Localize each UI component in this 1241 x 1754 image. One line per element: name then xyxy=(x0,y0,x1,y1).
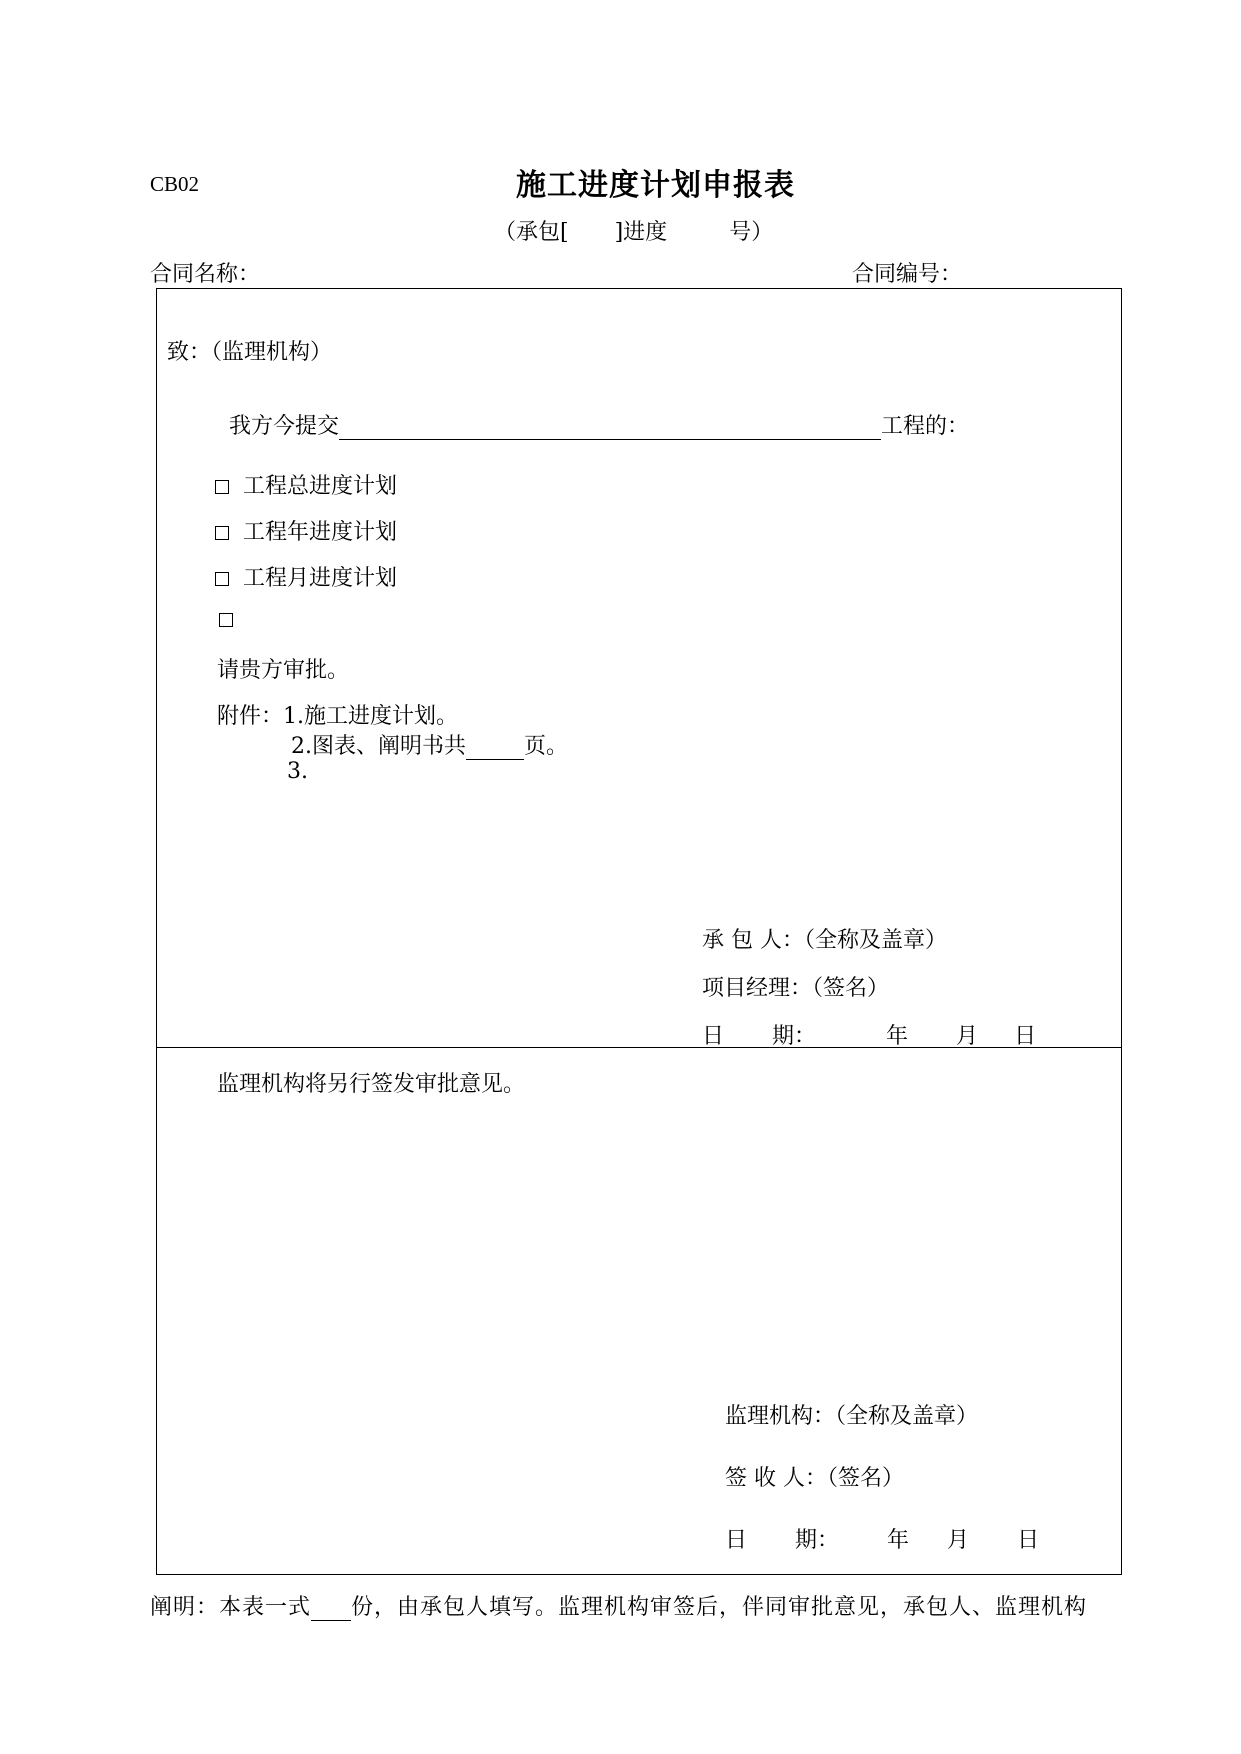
option-total[interactable]: 工程总进度计划 xyxy=(215,469,397,500)
to-label: 致：（监理机构） xyxy=(167,340,333,365)
option-monthly[interactable]: 工程月进度计划 xyxy=(215,561,397,592)
supervisor-org-label: 监理机构：（全称及盖章） xyxy=(725,1404,979,1429)
review-date: 日 期： 年 月 日 xyxy=(725,1528,1040,1553)
checkbox[interactable] xyxy=(215,526,229,540)
submit-line xyxy=(229,409,969,440)
contractor-label: 承 包 人：（全称及盖章） xyxy=(702,928,947,953)
form-box xyxy=(156,288,1122,1575)
attachment-1: 1.施工进度计划。 xyxy=(283,704,459,729)
option-annual[interactable]: 工程年进度计划 xyxy=(215,515,397,546)
checkbox[interactable] xyxy=(219,613,233,627)
submission-date: 日 期： 年 月 日 xyxy=(702,1024,1037,1049)
attachment-2-line xyxy=(291,729,568,760)
attachment-2-prefix: 2.图表、阐明书共 xyxy=(291,734,466,759)
checkbox[interactable] xyxy=(215,572,229,586)
option-other[interactable] xyxy=(219,607,247,632)
subtitle-close: 号） xyxy=(729,220,774,245)
contract-no-label: 合同编号： xyxy=(852,262,963,287)
submit-prefix: 我方今提交 xyxy=(229,414,340,439)
subtitle-mid: ]进度 xyxy=(614,220,668,245)
attachment-3: 3. xyxy=(287,759,308,784)
subtitle-open: （承包[ xyxy=(494,220,569,245)
section-divider xyxy=(157,1047,1121,1048)
checkbox[interactable] xyxy=(215,480,229,494)
form-subtitle xyxy=(494,215,773,246)
attachments-label: 附件： xyxy=(217,704,284,729)
footer-suffix: 份，由承包人填写。监理机构审签后，伴同审批意见，承包人、监理机构 xyxy=(351,1595,1088,1620)
footer-prefix: 阐明：本表一式 xyxy=(150,1595,312,1620)
review-note: 监理机构将另行签发审批意见。 xyxy=(217,1072,526,1097)
manager-label: 项目经理：（签名） xyxy=(702,976,890,1001)
footer-note xyxy=(150,1590,1087,1621)
attachment-1-line xyxy=(217,699,458,730)
submit-suffix: 工程的： xyxy=(881,414,970,439)
contract-name-label: 合同名称： xyxy=(150,262,261,287)
page-count-blank[interactable] xyxy=(466,737,524,760)
attachment-2-suffix: 页。 xyxy=(524,734,569,759)
page-title: 施工进度计划申报表 xyxy=(516,168,795,203)
request-text: 请贵方审批。 xyxy=(217,658,350,683)
copies-blank[interactable] xyxy=(311,1598,351,1621)
project-name-blank[interactable] xyxy=(339,417,881,440)
form-code: CB02 xyxy=(150,172,200,196)
receiver-label: 签 收 人：（签名） xyxy=(725,1466,904,1491)
